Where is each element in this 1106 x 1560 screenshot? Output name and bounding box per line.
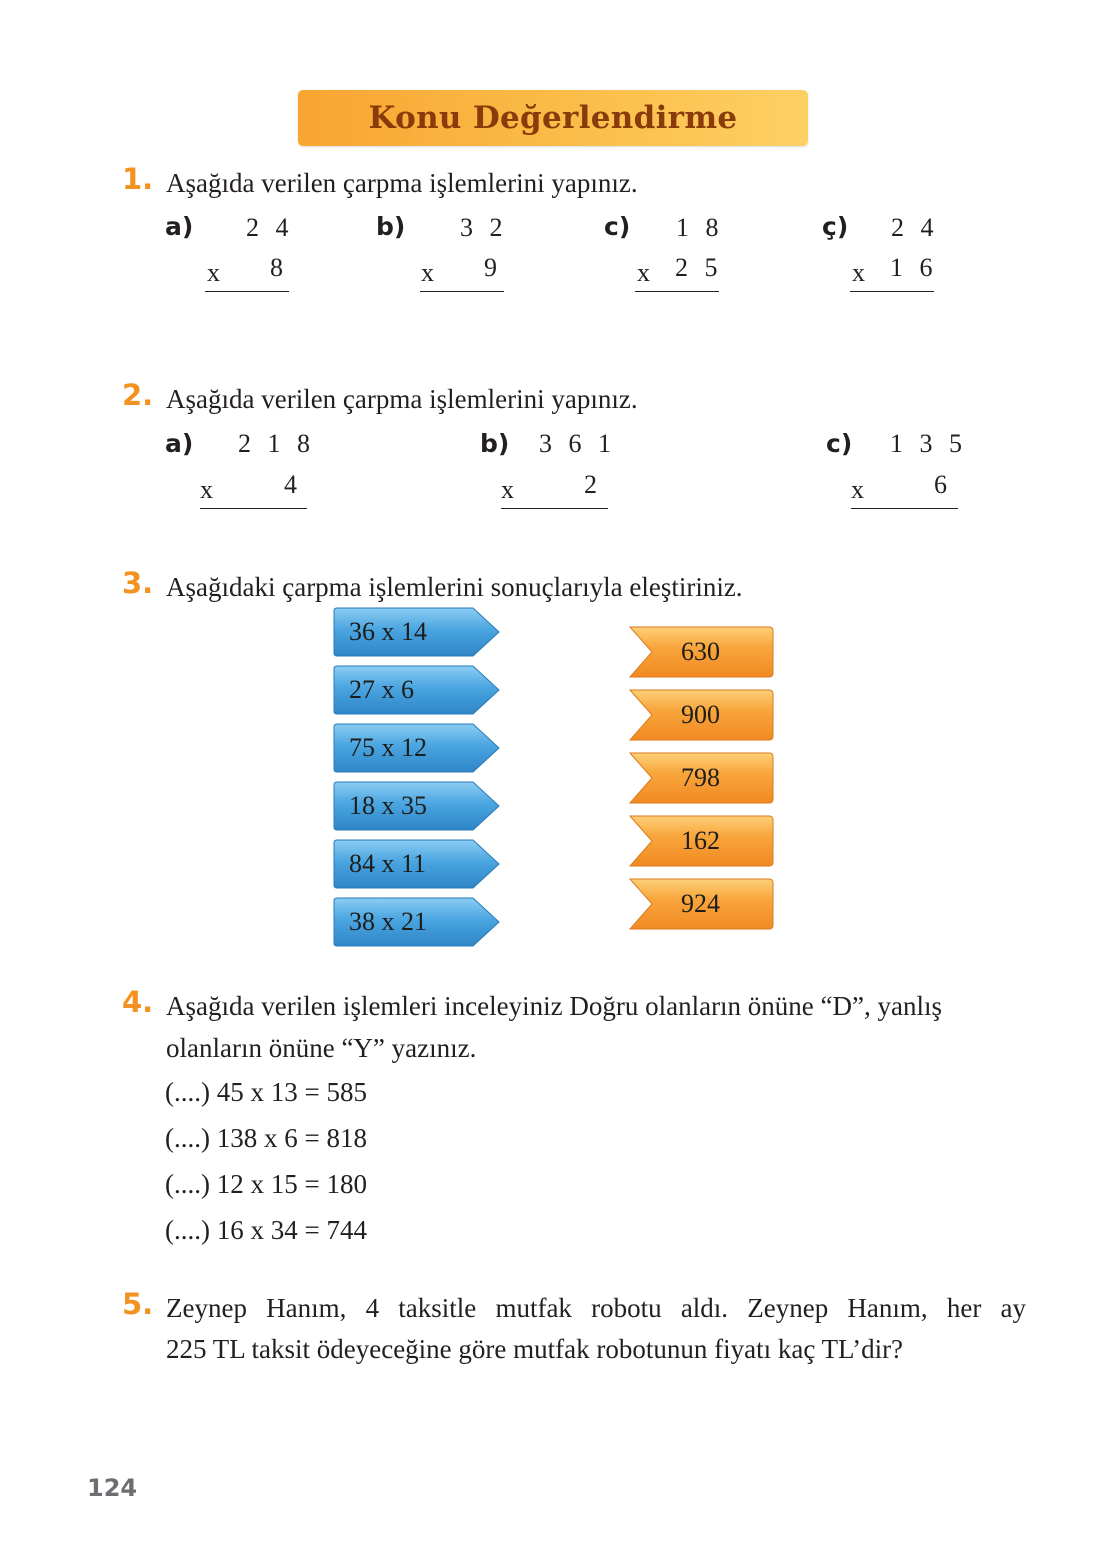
question-5-number: 5. bbox=[122, 1287, 154, 1321]
result-card[interactable] bbox=[628, 814, 776, 868]
multiplier: 8 bbox=[270, 253, 288, 282]
result-card[interactable] bbox=[628, 688, 776, 742]
item-label: b) bbox=[376, 212, 406, 241]
operation-text: 38 x 21 bbox=[349, 907, 427, 936]
multiplicand: 2 4 bbox=[246, 213, 294, 242]
multiplier: 1 6 bbox=[890, 253, 938, 282]
answer-line bbox=[501, 508, 608, 509]
operation-text: 84 x 11 bbox=[349, 849, 427, 878]
question-2-number: 2. bbox=[122, 378, 154, 412]
multiply-sign: x bbox=[637, 258, 650, 287]
multiplicand: 3 6 1 bbox=[539, 429, 616, 458]
multiply-sign: x bbox=[851, 475, 864, 504]
multiplicand: 3 2 bbox=[460, 213, 508, 242]
item-label: ç) bbox=[822, 212, 849, 241]
result-card[interactable] bbox=[628, 625, 776, 679]
multiply-sign: x bbox=[501, 475, 514, 504]
question-4-number: 4. bbox=[122, 985, 154, 1019]
result-text: 924 bbox=[681, 889, 720, 918]
multiplier: 2 5 bbox=[675, 253, 723, 282]
question-4-text-line1: Aşağıda verilen işlemleri inceleyiniz Doğru olanların önüne “D”, yanlış bbox=[166, 991, 942, 1021]
item-label: a) bbox=[165, 212, 194, 241]
multiply-sign: x bbox=[421, 258, 434, 287]
multiplicand: 2 1 8 bbox=[238, 429, 315, 458]
multiplier: 6 bbox=[934, 470, 952, 499]
answer-line bbox=[420, 291, 504, 292]
operation-card[interactable] bbox=[333, 896, 501, 948]
true-false-statement[interactable]: (....) 12 x 15 = 180 bbox=[165, 1169, 367, 1199]
multiplier: 4 bbox=[284, 470, 302, 499]
page-number: 124 bbox=[87, 1474, 138, 1502]
operation-text: 75 x 12 bbox=[349, 733, 427, 762]
multiply-sign: x bbox=[852, 258, 865, 287]
question-1-text: Aşağıda verilen çarpma işlemlerini yapınız. bbox=[166, 168, 638, 198]
answer-line bbox=[851, 508, 958, 509]
true-false-statement[interactable]: (....) 138 x 6 = 818 bbox=[165, 1123, 367, 1153]
operation-card[interactable] bbox=[333, 664, 501, 716]
question-2-text: Aşağıda verilen çarpma işlemlerini yapınız. bbox=[166, 384, 638, 414]
question-3-text: Aşağıdaki çarpma işlemlerini sonuçlarıyla eleştiriniz. bbox=[166, 572, 743, 602]
section-title: Konu Değerlendirme bbox=[368, 100, 738, 136]
multiplicand: 2 4 bbox=[891, 213, 939, 242]
section-title-banner bbox=[298, 90, 808, 146]
multiplicand: 1 8 bbox=[676, 213, 724, 242]
multiplier: 2 bbox=[584, 470, 602, 499]
operation-text: 18 x 35 bbox=[349, 791, 427, 820]
operation-card[interactable] bbox=[333, 838, 501, 890]
item-label: a) bbox=[165, 429, 194, 458]
result-text: 630 bbox=[681, 637, 720, 666]
item-label: b) bbox=[480, 429, 510, 458]
operation-text: 27 x 6 bbox=[349, 675, 414, 704]
answer-line bbox=[850, 291, 934, 292]
result-card[interactable] bbox=[628, 877, 776, 931]
multiplicand: 1 3 5 bbox=[890, 429, 967, 458]
question-5-text-line1: Zeynep Hanım, 4 taksitle mutfak robotu aldı. Zeynep Hanım, her ay bbox=[166, 1293, 1026, 1323]
operation-card[interactable] bbox=[333, 606, 501, 658]
question-1-number: 1. bbox=[122, 162, 154, 196]
result-text: 162 bbox=[681, 826, 720, 855]
question-3-number: 3. bbox=[122, 566, 154, 600]
multiply-sign: x bbox=[200, 475, 213, 504]
answer-line bbox=[200, 508, 307, 509]
true-false-statement[interactable]: (....) 16 x 34 = 744 bbox=[165, 1215, 367, 1245]
multiplier: 9 bbox=[484, 253, 502, 282]
answer-line bbox=[635, 291, 719, 292]
result-card[interactable] bbox=[628, 751, 776, 805]
item-label: c) bbox=[604, 212, 631, 241]
item-label: c) bbox=[826, 429, 853, 458]
question-4-text-line2: olanların önüne “Y” yazınız. bbox=[166, 1033, 477, 1063]
result-text: 798 bbox=[681, 763, 720, 792]
multiply-sign: x bbox=[207, 258, 220, 287]
answer-line bbox=[205, 291, 289, 292]
result-text: 900 bbox=[681, 700, 720, 729]
operation-card[interactable] bbox=[333, 780, 501, 832]
operation-text: 36 x 14 bbox=[349, 617, 427, 646]
true-false-statement[interactable]: (....) 45 x 13 = 585 bbox=[165, 1077, 367, 1107]
operation-card[interactable] bbox=[333, 722, 501, 774]
question-5-text-line2: 225 TL taksit ödeyeceğine göre mutfak robotunun fiyatı kaç TL’dir? bbox=[166, 1334, 904, 1364]
